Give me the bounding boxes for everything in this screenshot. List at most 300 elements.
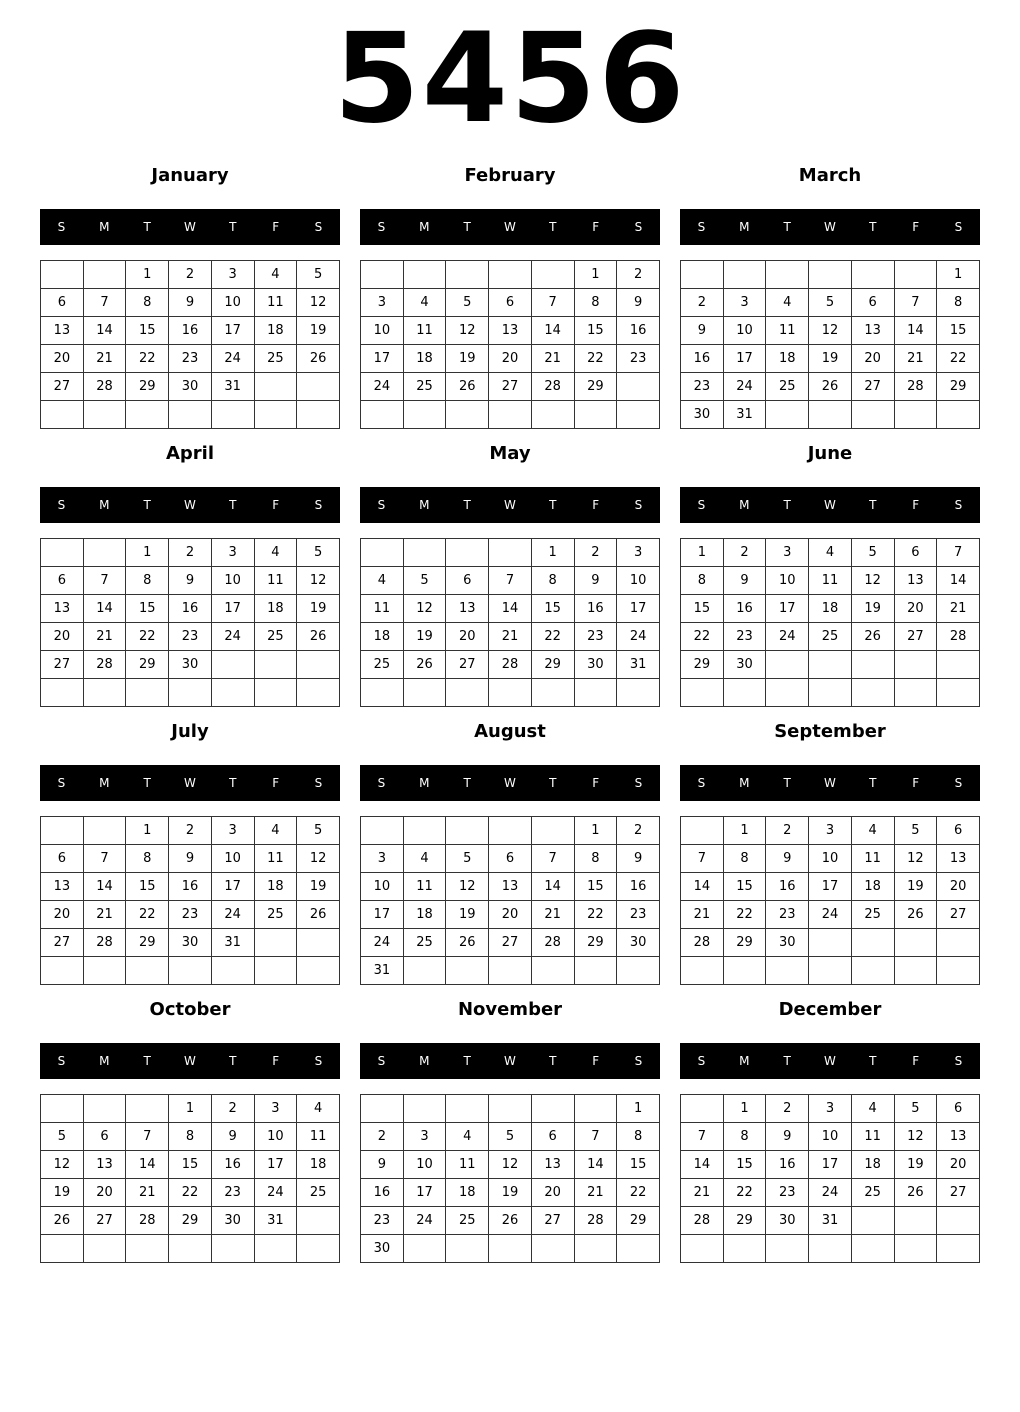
week-row — [361, 623, 660, 651]
day-cell: 4 — [254, 817, 297, 845]
month-name: August — [474, 721, 546, 742]
empty-day-cell — [403, 539, 446, 567]
day-cell: 29 — [681, 651, 724, 679]
empty-day-cell — [681, 261, 724, 289]
day-cell: 20 — [894, 595, 937, 623]
day-cell: 12 — [446, 873, 489, 901]
empty-day-cell — [254, 373, 297, 401]
week-row — [41, 289, 340, 317]
empty-day-cell — [211, 957, 254, 985]
weekday-label: S — [377, 776, 386, 790]
weekday-label: F — [912, 776, 920, 790]
empty-day-cell — [254, 401, 297, 429]
week-row — [41, 567, 340, 595]
empty-day-cell — [617, 957, 660, 985]
weekday-label: T — [143, 220, 151, 234]
day-cell: 26 — [489, 1207, 532, 1235]
day-cell: 15 — [574, 873, 617, 901]
empty-day-cell — [937, 929, 980, 957]
day-cell: 24 — [766, 623, 809, 651]
empty-day-cell — [211, 651, 254, 679]
week-row — [361, 845, 660, 873]
day-cell: 26 — [297, 623, 340, 651]
week-row — [681, 261, 980, 289]
month-april — [40, 442, 340, 702]
day-cell: 24 — [254, 1179, 297, 1207]
day-cell: 21 — [681, 901, 724, 929]
empty-day-cell — [574, 401, 617, 429]
day-cell: 8 — [126, 567, 169, 595]
day-cell: 14 — [531, 317, 574, 345]
day-cell: 1 — [723, 817, 766, 845]
day-cell: 7 — [83, 845, 126, 873]
weekday-label: S — [697, 220, 706, 234]
day-cell: 30 — [766, 929, 809, 957]
empty-day-cell — [809, 957, 852, 985]
day-cell: 17 — [403, 1179, 446, 1207]
week-row — [41, 651, 340, 679]
day-cell: 11 — [403, 873, 446, 901]
day-cell: 23 — [574, 623, 617, 651]
day-cell: 31 — [809, 1207, 852, 1235]
day-cell: 28 — [489, 651, 532, 679]
day-cell: 12 — [446, 317, 489, 345]
empty-day-cell — [851, 1207, 894, 1235]
day-cell: 1 — [617, 1095, 660, 1123]
day-cell: 12 — [297, 289, 340, 317]
empty-day-cell — [297, 957, 340, 985]
week-row — [41, 1151, 340, 1179]
day-cell: 23 — [766, 901, 809, 929]
day-cell: 27 — [531, 1207, 574, 1235]
week-row — [361, 651, 660, 679]
day-cell: 23 — [617, 345, 660, 373]
week-row — [681, 373, 980, 401]
empty-day-cell — [361, 679, 404, 707]
day-cell: 9 — [574, 567, 617, 595]
empty-day-cell — [41, 957, 84, 985]
weekday-header — [360, 1043, 660, 1079]
day-cell: 6 — [41, 845, 84, 873]
day-cell: 17 — [211, 595, 254, 623]
day-cell: 2 — [574, 539, 617, 567]
month-name: December — [778, 999, 882, 1020]
month-name: July — [171, 721, 209, 742]
empty-day-cell — [41, 539, 84, 567]
day-cell: 28 — [83, 373, 126, 401]
day-cell: 16 — [169, 317, 212, 345]
day-cell: 29 — [126, 929, 169, 957]
day-cell: 8 — [617, 1123, 660, 1151]
day-cell: 12 — [809, 317, 852, 345]
weekday-header — [40, 209, 340, 245]
week-row — [41, 1207, 340, 1235]
week-row — [41, 1095, 340, 1123]
week-row — [361, 873, 660, 901]
day-cell: 21 — [531, 901, 574, 929]
empty-day-cell — [723, 1235, 766, 1263]
empty-day-cell — [531, 1095, 574, 1123]
day-cell: 24 — [211, 345, 254, 373]
day-cell: 28 — [574, 1207, 617, 1235]
day-cell: 21 — [126, 1179, 169, 1207]
day-cell: 2 — [681, 289, 724, 317]
day-cell: 22 — [531, 623, 574, 651]
day-cell: 3 — [723, 289, 766, 317]
day-cell: 25 — [809, 623, 852, 651]
week-row — [361, 261, 660, 289]
weekday-header — [40, 1043, 340, 1079]
day-cell: 23 — [723, 623, 766, 651]
day-cell: 18 — [254, 317, 297, 345]
day-cell: 18 — [766, 345, 809, 373]
month-december — [680, 998, 980, 1258]
day-cell: 19 — [894, 873, 937, 901]
day-cell: 4 — [851, 1095, 894, 1123]
empty-day-cell — [254, 1235, 297, 1263]
day-cell: 1 — [574, 261, 617, 289]
day-cell: 31 — [211, 373, 254, 401]
weekday-label: W — [824, 1054, 836, 1068]
day-cell: 7 — [83, 289, 126, 317]
empty-day-cell — [723, 261, 766, 289]
day-cell: 23 — [361, 1207, 404, 1235]
day-cell: 18 — [403, 901, 446, 929]
empty-day-cell — [83, 401, 126, 429]
day-cell: 11 — [403, 317, 446, 345]
day-cell: 20 — [83, 1179, 126, 1207]
empty-day-cell — [361, 1095, 404, 1123]
empty-day-cell — [297, 1235, 340, 1263]
day-cell: 21 — [681, 1179, 724, 1207]
day-cell: 6 — [937, 817, 980, 845]
empty-day-cell — [489, 817, 532, 845]
day-grid — [360, 1094, 660, 1263]
weekday-label: M — [99, 1054, 110, 1068]
day-cell: 13 — [489, 873, 532, 901]
weekday-label: S — [634, 776, 643, 790]
week-row — [41, 1235, 340, 1263]
day-cell: 15 — [126, 317, 169, 345]
empty-day-cell — [851, 679, 894, 707]
day-cell: 2 — [766, 817, 809, 845]
week-row — [361, 1123, 660, 1151]
day-cell: 5 — [297, 261, 340, 289]
weekday-label: S — [697, 776, 706, 790]
day-cell: 23 — [766, 1179, 809, 1207]
day-cell: 23 — [169, 901, 212, 929]
empty-day-cell — [531, 817, 574, 845]
weekday-label: W — [504, 498, 516, 512]
empty-day-cell — [361, 817, 404, 845]
empty-day-cell — [937, 651, 980, 679]
weekday-label: S — [57, 498, 66, 512]
day-cell: 24 — [211, 901, 254, 929]
month-name: January — [151, 165, 229, 186]
empty-day-cell — [83, 817, 126, 845]
day-cell: 5 — [894, 817, 937, 845]
day-cell: 18 — [297, 1151, 340, 1179]
day-cell: 4 — [254, 261, 297, 289]
empty-day-cell — [766, 651, 809, 679]
month-name: June — [807, 443, 853, 464]
day-cell: 9 — [723, 567, 766, 595]
weekday-header — [680, 765, 980, 801]
week-row — [681, 567, 980, 595]
empty-day-cell — [681, 1235, 724, 1263]
empty-day-cell — [937, 1235, 980, 1263]
day-cell: 6 — [41, 567, 84, 595]
day-cell: 3 — [361, 289, 404, 317]
day-cell: 13 — [489, 317, 532, 345]
empty-day-cell — [446, 1095, 489, 1123]
day-cell: 2 — [766, 1095, 809, 1123]
week-row — [41, 845, 340, 873]
empty-day-cell — [574, 1095, 617, 1123]
day-cell: 19 — [297, 873, 340, 901]
empty-day-cell — [574, 1235, 617, 1263]
day-cell: 11 — [766, 317, 809, 345]
empty-day-cell — [297, 929, 340, 957]
day-cell: 14 — [83, 873, 126, 901]
day-cell: 8 — [681, 567, 724, 595]
empty-day-cell — [809, 261, 852, 289]
empty-day-cell — [126, 1095, 169, 1123]
week-row — [681, 1207, 980, 1235]
week-row — [41, 345, 340, 373]
week-row — [681, 957, 980, 985]
day-cell: 5 — [403, 567, 446, 595]
day-cell: 20 — [531, 1179, 574, 1207]
week-row — [361, 373, 660, 401]
day-cell: 25 — [766, 373, 809, 401]
weekday-label: S — [377, 1054, 386, 1068]
day-cell: 9 — [617, 289, 660, 317]
day-cell: 12 — [851, 567, 894, 595]
week-row — [41, 595, 340, 623]
empty-day-cell — [211, 1235, 254, 1263]
day-cell: 4 — [254, 539, 297, 567]
week-row — [361, 401, 660, 429]
empty-day-cell — [851, 1235, 894, 1263]
day-cell: 6 — [83, 1123, 126, 1151]
empty-day-cell — [446, 679, 489, 707]
day-cell: 18 — [361, 623, 404, 651]
empty-day-cell — [894, 1235, 937, 1263]
day-cell: 17 — [723, 345, 766, 373]
month-july — [40, 720, 340, 980]
weekday-label: M — [99, 776, 110, 790]
weekday-label: S — [314, 498, 323, 512]
day-grid — [360, 260, 660, 429]
day-cell: 28 — [531, 929, 574, 957]
day-grid — [680, 260, 980, 429]
weekday-label: S — [634, 220, 643, 234]
day-grid — [40, 538, 340, 707]
day-cell: 21 — [83, 345, 126, 373]
day-cell: 3 — [617, 539, 660, 567]
empty-day-cell — [681, 1095, 724, 1123]
day-grid — [680, 1094, 980, 1263]
month-august — [360, 720, 660, 980]
weekday-label: T — [869, 1054, 877, 1068]
day-cell: 3 — [809, 817, 852, 845]
day-cell: 26 — [297, 345, 340, 373]
day-cell: 24 — [617, 623, 660, 651]
empty-day-cell — [126, 401, 169, 429]
day-cell: 24 — [809, 1179, 852, 1207]
empty-day-cell — [937, 401, 980, 429]
weekday-label: W — [184, 776, 196, 790]
week-row — [681, 929, 980, 957]
weekday-label: M — [739, 776, 750, 790]
empty-day-cell — [254, 957, 297, 985]
week-row — [681, 539, 980, 567]
weekday-label: W — [504, 1054, 516, 1068]
empty-day-cell — [403, 1095, 446, 1123]
day-cell: 16 — [617, 873, 660, 901]
empty-day-cell — [361, 401, 404, 429]
weekday-label: M — [419, 776, 430, 790]
week-row — [361, 1235, 660, 1263]
day-grid — [680, 538, 980, 707]
day-cell: 16 — [681, 345, 724, 373]
empty-day-cell — [403, 817, 446, 845]
day-cell: 25 — [254, 901, 297, 929]
day-cell: 17 — [809, 873, 852, 901]
empty-day-cell — [723, 679, 766, 707]
day-cell: 21 — [574, 1179, 617, 1207]
day-cell: 11 — [297, 1123, 340, 1151]
day-cell: 20 — [937, 1151, 980, 1179]
week-row — [361, 957, 660, 985]
empty-day-cell — [766, 401, 809, 429]
weekday-label: W — [504, 776, 516, 790]
day-cell: 20 — [446, 623, 489, 651]
day-cell: 16 — [169, 595, 212, 623]
day-cell: 28 — [83, 929, 126, 957]
day-cell: 5 — [446, 289, 489, 317]
day-cell: 15 — [723, 873, 766, 901]
day-cell: 1 — [126, 261, 169, 289]
week-row — [681, 901, 980, 929]
week-row — [361, 817, 660, 845]
day-cell: 9 — [169, 567, 212, 595]
empty-day-cell — [297, 679, 340, 707]
day-cell: 22 — [126, 623, 169, 651]
day-cell: 21 — [83, 623, 126, 651]
weekday-label: W — [824, 498, 836, 512]
week-row — [681, 1179, 980, 1207]
empty-day-cell — [617, 679, 660, 707]
empty-day-cell — [851, 401, 894, 429]
empty-day-cell — [809, 929, 852, 957]
empty-day-cell — [41, 401, 84, 429]
day-cell: 5 — [446, 845, 489, 873]
week-row — [681, 595, 980, 623]
empty-day-cell — [809, 679, 852, 707]
empty-day-cell — [531, 261, 574, 289]
weekday-label: T — [783, 1054, 791, 1068]
day-cell: 11 — [851, 845, 894, 873]
day-cell: 22 — [169, 1179, 212, 1207]
weekday-label: F — [272, 498, 280, 512]
day-cell: 27 — [446, 651, 489, 679]
week-row — [41, 1123, 340, 1151]
day-cell: 12 — [41, 1151, 84, 1179]
day-cell: 13 — [446, 595, 489, 623]
day-cell: 22 — [937, 345, 980, 373]
day-cell: 15 — [531, 595, 574, 623]
weekday-label: T — [869, 220, 877, 234]
day-cell: 27 — [41, 651, 84, 679]
empty-day-cell — [809, 1235, 852, 1263]
week-row — [41, 317, 340, 345]
weekday-label: T — [549, 498, 557, 512]
day-cell: 18 — [851, 873, 894, 901]
week-row — [681, 317, 980, 345]
day-cell: 21 — [531, 345, 574, 373]
weekday-label: S — [57, 1054, 66, 1068]
month-name: March — [798, 165, 862, 186]
weekday-label: F — [592, 220, 600, 234]
day-cell: 16 — [211, 1151, 254, 1179]
weekday-label: T — [549, 220, 557, 234]
empty-day-cell — [681, 957, 724, 985]
day-cell: 7 — [531, 845, 574, 873]
empty-day-cell — [169, 1235, 212, 1263]
weekday-label: M — [739, 498, 750, 512]
empty-day-cell — [937, 679, 980, 707]
day-cell: 6 — [894, 539, 937, 567]
day-cell: 30 — [169, 929, 212, 957]
day-cell: 3 — [809, 1095, 852, 1123]
day-cell: 21 — [489, 623, 532, 651]
day-cell: 10 — [211, 845, 254, 873]
weekday-label: T — [143, 776, 151, 790]
empty-day-cell — [446, 401, 489, 429]
empty-day-cell — [297, 1207, 340, 1235]
day-cell: 31 — [617, 651, 660, 679]
empty-day-cell — [574, 957, 617, 985]
weekday-header — [680, 209, 980, 245]
day-cell: 1 — [169, 1095, 212, 1123]
month-may — [360, 442, 660, 702]
day-cell: 21 — [937, 595, 980, 623]
day-cell: 20 — [41, 623, 84, 651]
day-cell: 28 — [681, 1207, 724, 1235]
week-row — [361, 539, 660, 567]
weekday-label: M — [739, 1054, 750, 1068]
empty-day-cell — [169, 957, 212, 985]
empty-day-cell — [169, 401, 212, 429]
week-row — [41, 873, 340, 901]
day-cell: 7 — [681, 845, 724, 873]
empty-day-cell — [531, 1235, 574, 1263]
empty-day-cell — [766, 261, 809, 289]
day-cell: 24 — [211, 623, 254, 651]
day-cell: 16 — [766, 873, 809, 901]
day-cell: 3 — [211, 817, 254, 845]
week-row — [41, 261, 340, 289]
day-cell: 6 — [446, 567, 489, 595]
day-cell: 13 — [41, 317, 84, 345]
day-cell: 28 — [531, 373, 574, 401]
day-cell: 24 — [723, 373, 766, 401]
day-cell: 30 — [211, 1207, 254, 1235]
empty-day-cell — [894, 261, 937, 289]
empty-day-cell — [446, 1235, 489, 1263]
